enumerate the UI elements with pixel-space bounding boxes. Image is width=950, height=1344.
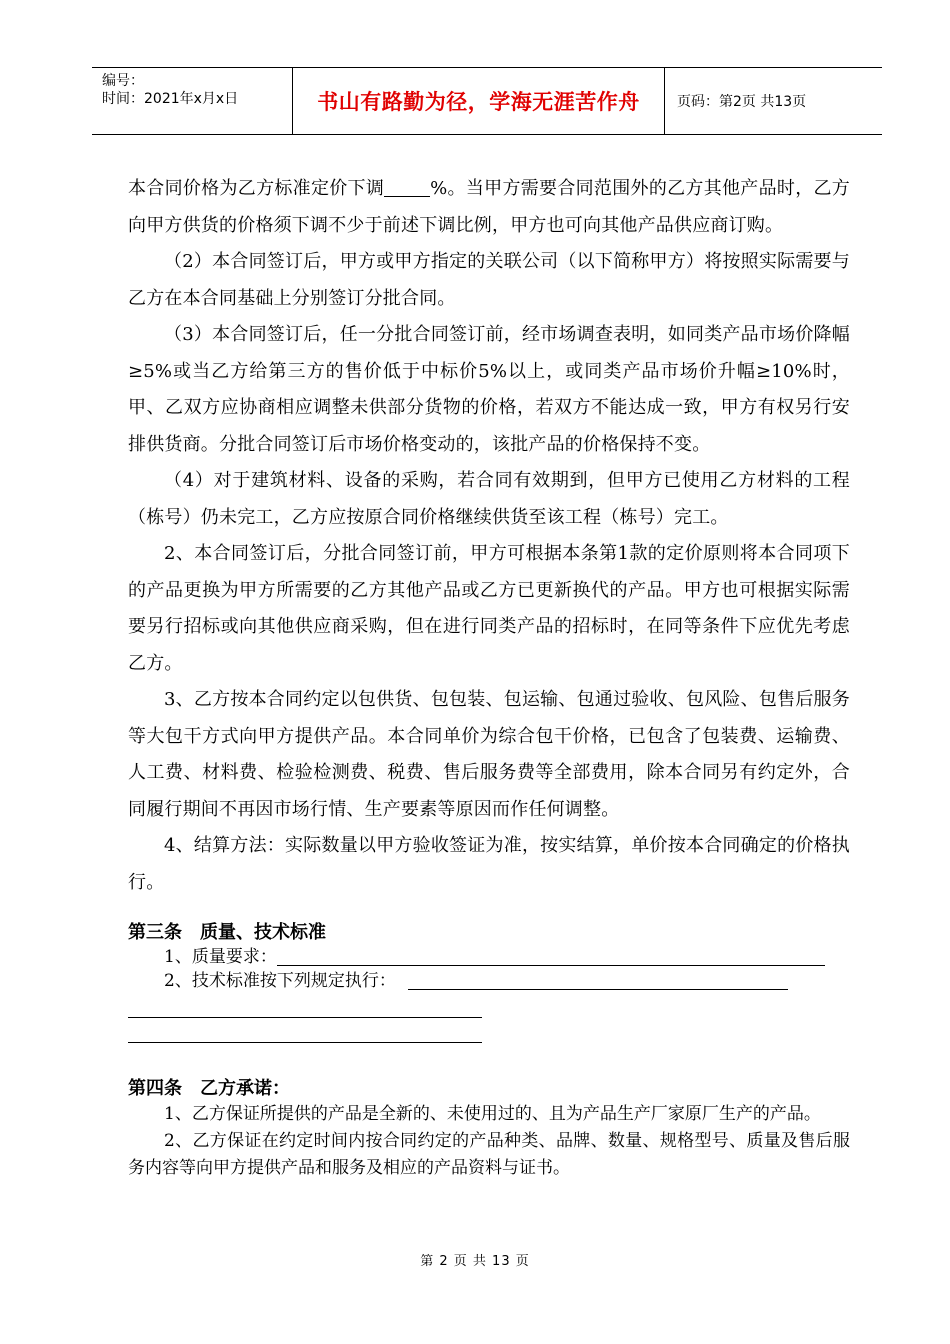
paragraph-6: 3、乙方按本合同约定以包供货、包包装、包运输、包通过验收、包风险、包售后服务等大包干方式向甲方提供产品。本合同单价为综合包干价格，已包含了包装费、运输费、人工费、材料费、检验检测费、税费、售后服务费等全部费用，除本合同另有约定外，合同履行期间不再因市场行情、生产要素等原因而作任何调整。 (128, 689, 850, 820)
header-motto: 书山有路勤为径，学海无涯苦作舟 (293, 68, 665, 134)
blank-line-1 (128, 993, 482, 1018)
paragraph-7: 4、结算方法：实际数量以甲方验收签证为准，按实结算，单价按本合同确定的价格执行。 (128, 835, 850, 893)
section4-item2: 2、乙方保证在约定时间内按合同约定的产品种类、品牌、数量、规格型号、质量及售后服务内容等向甲方提供产品和服务及相应的产品资料与证书。 (128, 1131, 850, 1178)
discount-blank (384, 178, 430, 197)
section3-title: 第三条 质量、技术标准 (128, 922, 326, 943)
header-meta (92, 68, 293, 134)
quality-label: 1、质量要求： (164, 947, 277, 967)
price-text-b: %。当甲方需要合同范围外的乙方其他产品时，乙方向甲方供货的价格须下调不少于前述下调比例，甲方也可向其他产品供应商订购。 (128, 178, 850, 236)
section4-item1: 1、乙方保证所提供的产品是全新的、未使用过的、且为产品生产厂家原厂生产的产品。 (164, 1104, 821, 1124)
code-label: 编号： (102, 73, 144, 89)
header-page-label: 页码：第2页 共13页 (677, 94, 807, 110)
section3-item2 (128, 969, 850, 993)
time-label: 时间：2021年x月x日 (102, 91, 239, 107)
paragraph-4: （4）对于建筑材料、设备的采购，若合同有效期到，但甲方已使用乙方材料的工程（栋号）仍未完工，乙方应按原合同价格继续供货至该工程（栋号）完工。 (128, 470, 850, 528)
blank-line-2 (128, 1018, 482, 1043)
paragraph-price (128, 171, 850, 244)
header-table (92, 67, 882, 135)
standard-label: 2、技术标准按下列规定执行： (164, 971, 396, 991)
standard-blank-line (408, 971, 788, 990)
section4-title: 第四条 乙方承诺： (128, 1078, 290, 1099)
paragraph-5: 2、本合同签订后，分批合同签订前，甲方可根据本条第1款的定价原则将本合同项下的产品更换为甲方所需要的乙方其他产品或乙方已更新换代的产品。甲方也可根据实际需要另行招标或向其他供应商采购，但在进行同类产品的招标时，在同等条件下应优先考虑乙方。 (128, 543, 850, 674)
section3-item1 (128, 945, 850, 969)
price-text-a: 本合同价格为乙方标准定价下调 (128, 178, 385, 199)
paragraph-3: （3）本合同签订后，任一分批合同签订前，经市场调查表明，如同类产品市场价降幅≥5%或当乙方给第三方的售价低于中标价5%以上，或同类产品市场价升幅≥10%时，甲、乙双方应协商相应调整未供部分货物的价格，若双方不能达成一致，甲方有权另行安排供货商。分批合同签订后市场价格变动的，该批产品的价格保持不变。 (128, 324, 850, 455)
document-body (128, 171, 850, 1182)
quality-blank-line (277, 947, 825, 966)
page-footer: 第 2 页 共 13 页 (420, 1254, 530, 1269)
paragraph-2: （2）本合同签订后，甲方或甲方指定的关联公司（以下简称甲方）将按照实际需要与乙方在本合同基础上分别签订分批合同。 (128, 251, 850, 309)
